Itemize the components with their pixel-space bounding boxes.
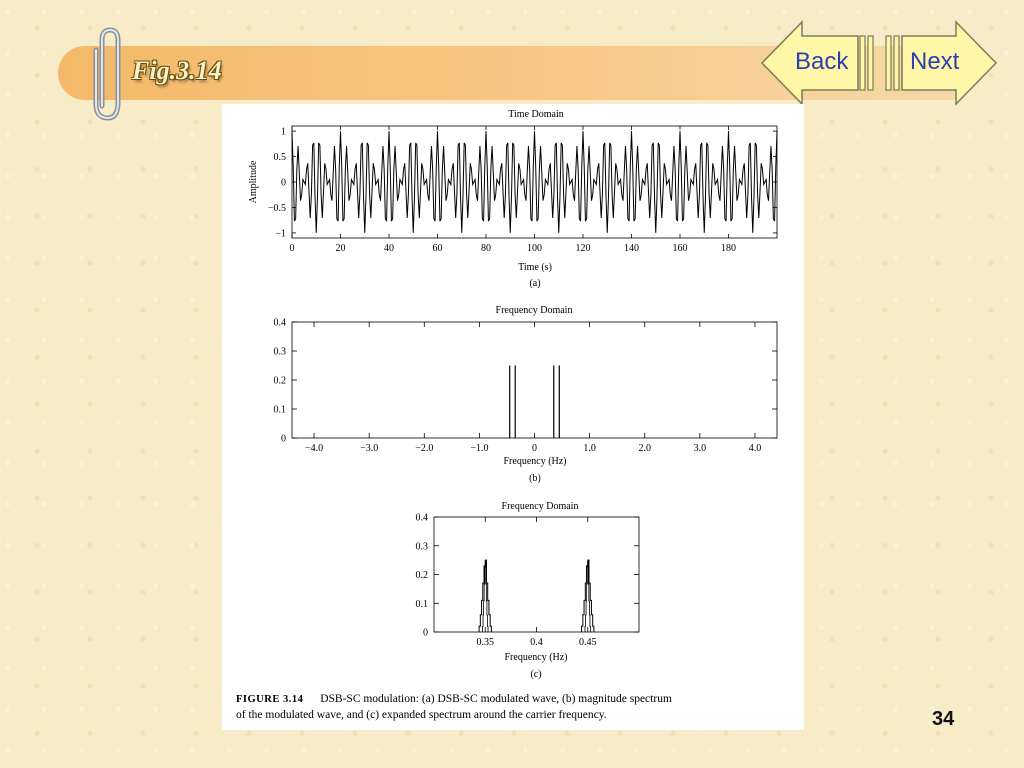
chart-c-ytick-label: 0.3 (415, 541, 428, 553)
figure-caption-line1 (236, 693, 672, 705)
chart-b-xlabel: Frequency (Hz) (503, 456, 567, 467)
chart-c-xlabel: Frequency (Hz) (504, 652, 568, 663)
chart-c-peak (479, 560, 491, 632)
chart-b-ytick-label: 0.4 (273, 317, 286, 329)
chart-a-xtick-label: 0 (289, 243, 295, 254)
chart-b-xtick-label: 0 (532, 443, 537, 454)
chart-a-ytick-label: −1 (275, 228, 286, 240)
chart-a-ytick-label: 0.5 (273, 152, 286, 164)
chart-b-ytick-label: 0.1 (273, 404, 286, 416)
chart-a-ytick-label: 0 (281, 177, 286, 189)
chart-c-xtick-label: 0.45 (579, 637, 597, 648)
chart-c-ytick-label: 0.4 (415, 512, 428, 524)
caption-line2: of the modulated wave, and (c) expanded spectrum around the carrier frequency. (236, 709, 607, 721)
chart-b-ytick-label: 0.2 (273, 375, 286, 387)
chart-b-sublabel: (b) (529, 473, 541, 484)
chart-a-xtick-label: 180 (721, 243, 736, 254)
chart-a-sublabel: (a) (529, 278, 541, 289)
chart-a-xtick-label: 140 (624, 243, 639, 254)
chart-c-ytick-label: 0 (423, 627, 428, 639)
chart-b-ytick-label: 0 (281, 433, 286, 445)
figure-3-14 (222, 104, 804, 730)
chart-a-ylabel: Amplitude (248, 160, 259, 204)
chart-time-domain (248, 109, 777, 289)
chart-a-xtick-label: 120 (575, 243, 591, 254)
chart-b-xtick-label: −4.0 (304, 443, 324, 454)
chart-b-xtick-label: 4.0 (748, 443, 762, 454)
chart-a-xtick-label: 40 (384, 243, 394, 254)
chart-c-title: Frequency Domain (501, 501, 579, 512)
chart-b-ytick-label: 0.3 (273, 346, 286, 358)
chart-c-xtick-label: 0.35 (476, 637, 494, 648)
back-label: Back (795, 48, 849, 75)
chart-b-xtick-label: −2.0 (415, 443, 434, 454)
chart-a-ytick-label: −0.5 (267, 202, 286, 214)
next-button[interactable] (884, 18, 998, 108)
chart-c-peak-inner (585, 562, 591, 632)
nav-buttons (760, 18, 1000, 108)
chart-c-ytick-label: 0.1 (415, 598, 428, 610)
back-button[interactable] (760, 18, 878, 108)
chart-a-xtick-label: 80 (481, 243, 491, 254)
chart-a-xlabel: Time (s) (518, 262, 552, 273)
figure-label: FIGURE 3.14 (236, 694, 304, 705)
chart-c-frame (434, 517, 639, 632)
chart-b-xtick-label: −1.0 (470, 443, 489, 454)
chart-c-peak-inner (482, 562, 488, 632)
chart-b-xtick-label: 3.0 (693, 443, 707, 454)
chart-frequency-domain-full (274, 305, 778, 484)
chart-a-series-line (292, 131, 777, 233)
chart-a-xtick-label: 20 (335, 243, 346, 254)
chart-frequency-domain-expanded (416, 501, 640, 680)
caption-line1: DSB-SC modulation: (a) DSB-SC modulated wave, (b) magnitude spectrum (320, 693, 672, 705)
chart-a-xtick-label: 160 (672, 243, 688, 254)
paperclip-icon (88, 24, 128, 124)
chart-c-peak (582, 560, 594, 632)
chart-c-ytick-label: 0.2 (415, 570, 428, 581)
chart-b-title: Frequency Domain (495, 305, 573, 316)
chart-c-sublabel: (c) (530, 669, 542, 680)
chart-a-xtick-label: 100 (527, 243, 542, 254)
next-label: Next (910, 48, 960, 75)
page-number: 34 (932, 708, 955, 730)
chart-b-frame (292, 322, 777, 438)
chart-c-xtick-label: 0.4 (530, 637, 543, 648)
chart-b-xtick-label: 1.0 (583, 443, 596, 454)
chart-a-title: Time Domain (508, 109, 564, 120)
chart-b-xtick-label: −3.0 (360, 443, 379, 454)
chart-b-xtick-label: 2.0 (638, 443, 651, 454)
slide-title: Fig.3.14 (132, 56, 222, 85)
chart-a-ytick-label: 1 (281, 126, 286, 138)
chart-a-xtick-label: 60 (432, 243, 443, 254)
figure-canvas (222, 104, 804, 730)
